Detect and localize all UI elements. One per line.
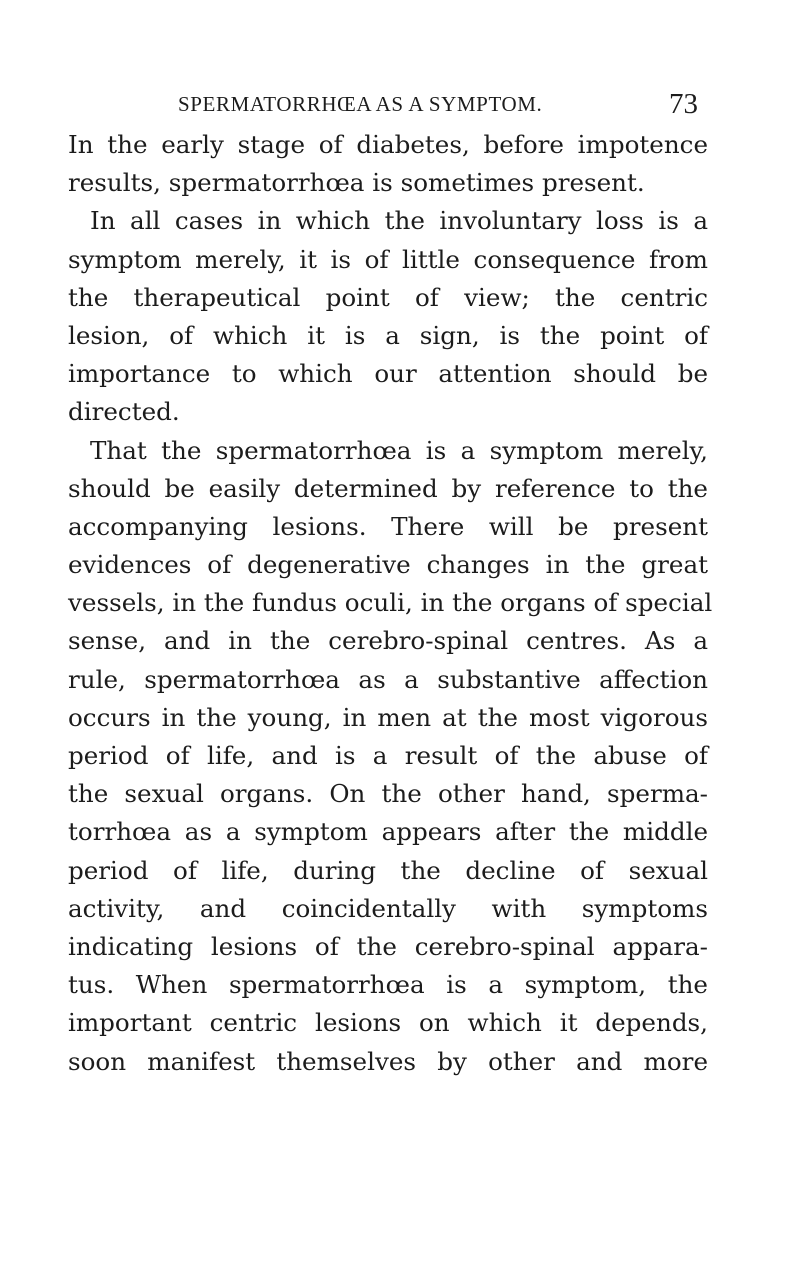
text-line: accompanying lesions. There will be present xyxy=(68,511,708,541)
running-title: SPERMATORRHŒA AS A SYMPTOM. xyxy=(178,92,543,116)
text-line: the therapeutical point of view; the centric xyxy=(68,282,708,312)
paragraph-start-line: That the spermatorrhœa is a symptom merely, xyxy=(90,435,708,465)
text-line: the sexual organs. On the other hand, sperma- xyxy=(68,779,708,809)
text-line: occurs in the young, in men at the most vigorous xyxy=(68,702,708,732)
page-number: 73 xyxy=(669,88,698,120)
text-line: In the early stage of diabetes, before impotence xyxy=(68,130,708,159)
text-line: soon manifest themselves by other and more xyxy=(68,1046,708,1076)
text-line: activity, and coincidentally with symptoms xyxy=(68,893,708,923)
paragraph-start-line: In all cases in which the involuntary loss is a xyxy=(90,206,708,236)
text-line: should be easily determined by reference to the xyxy=(68,473,708,503)
text-line: importance to which our attention should be xyxy=(68,359,708,389)
text-line: evidences of degenerative changes in the great xyxy=(68,550,708,580)
text-line: results, spermatorrhœa is sometimes present. xyxy=(68,168,645,198)
text-line: period of life, during the decline of sexual xyxy=(68,855,708,885)
text-line: vessels, in the fundus oculi, in the organs of special xyxy=(68,588,713,618)
text-line: symptom merely, it is of little consequence from xyxy=(68,244,708,274)
text-line: tus. When spermatorrhœa is a symptom, the xyxy=(68,970,708,1000)
text-line: important centric lesions on which it depends, xyxy=(68,1008,708,1038)
running-head xyxy=(178,88,698,122)
text-line: rule, spermatorrhœa as a substantive affection xyxy=(68,664,708,694)
text-line: directed. xyxy=(68,397,180,427)
text-line: period of life, and is a result of the abuse of xyxy=(68,741,708,770)
text-line: lesion, of which it is a sign, is the point of xyxy=(68,320,708,350)
body-text xyxy=(68,126,713,1081)
text-line: sense, and in the cerebro-spinal centres. As a xyxy=(68,626,708,656)
text-line: indicating lesions of the cerebro-spinal appara- xyxy=(68,931,708,961)
text-line: torrhœa as a symptom appears after the middle xyxy=(68,817,708,847)
